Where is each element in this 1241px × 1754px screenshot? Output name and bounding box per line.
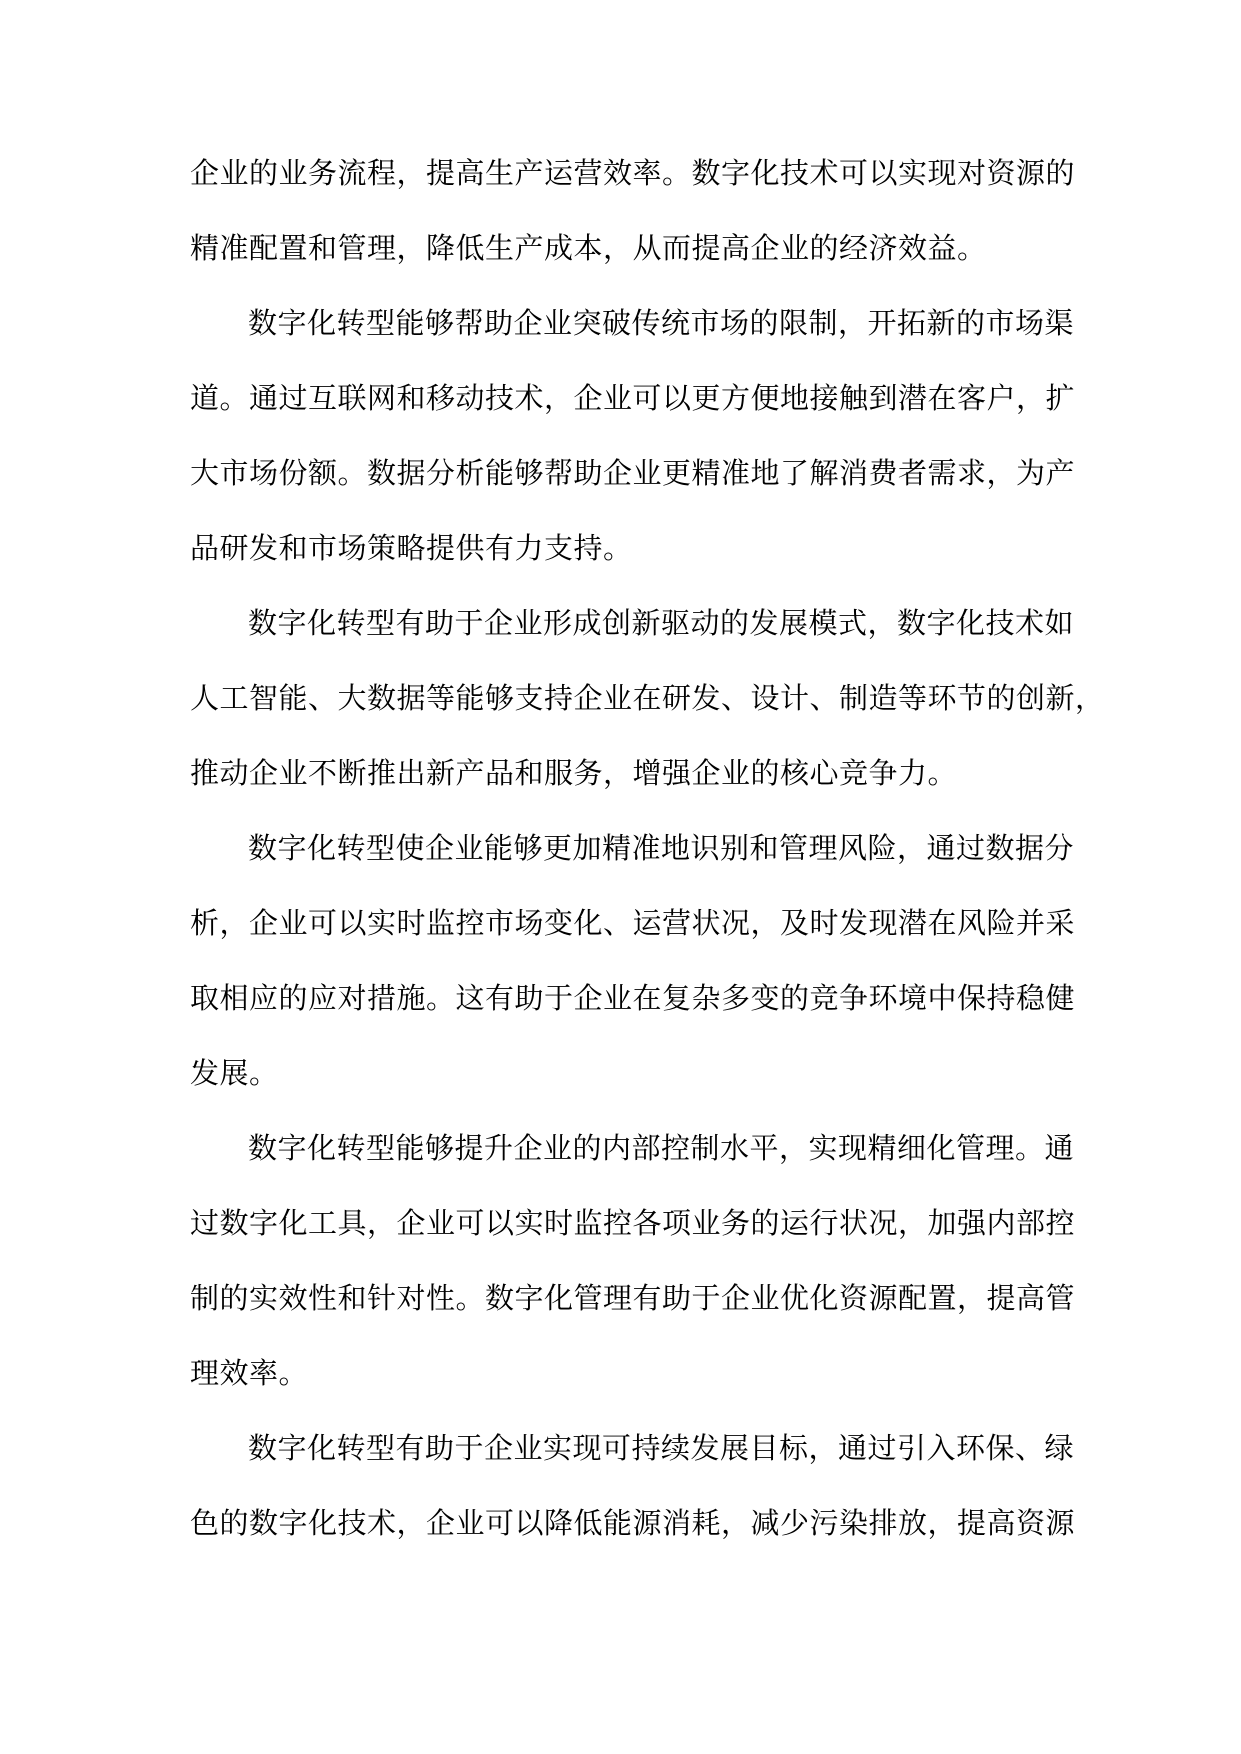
text-line: 数字化转型能够提升企业的内部控制水平，实现精细化管理。通 — [248, 1131, 1075, 1165]
text-line: 数字化转型能够帮助企业突破传统市场的限制，开拓新的市场渠 — [248, 306, 1075, 340]
text-line: 色的数字化技术，企业可以降低能源消耗，减少污染排放，提高资源 — [190, 1506, 1076, 1540]
text-line: 取相应的应对措施。这有助于企业在复杂多变的竞争环境中保持稳健 — [190, 981, 1076, 1015]
text-line: 过数字化工具，企业可以实时监控各项业务的运行状况，加强内部控 — [190, 1206, 1076, 1240]
paragraph — [190, 1411, 1076, 1561]
text-line: 数字化转型有助于企业实现可持续发展目标，通过引入环保、绿 — [248, 1431, 1075, 1465]
paragraph — [190, 811, 1076, 1111]
text-line: 理效率。 — [190, 1356, 309, 1390]
text-line: 发展。 — [190, 1056, 279, 1090]
text-line: 析，企业可以实时监控市场变化、运营状况，及时发现潜在风险并采 — [190, 906, 1076, 940]
text-line: 数字化转型使企业能够更加精准地识别和管理风险，通过数据分 — [248, 831, 1075, 865]
document-body — [190, 136, 1105, 1561]
text-line: 企业的业务流程，提高生产运营效率。数字化技术可以实现对资源的 — [190, 156, 1076, 190]
paragraph — [190, 586, 1105, 811]
text-line: 制的实效性和针对性。数字化管理有助于企业优化资源配置，提高管 — [190, 1281, 1076, 1315]
text-line: 大市场份额。数据分析能够帮助企业更精准地了解消费者需求，为产 — [190, 456, 1076, 490]
paragraph — [190, 136, 1076, 286]
text-line: 人工智能、大数据等能够支持企业在研发、设计、制造等环节的创新， — [190, 681, 1105, 715]
text-line: 数字化转型有助于企业形成创新驱动的发展模式，数字化技术如 — [248, 606, 1075, 640]
paragraph — [190, 1111, 1076, 1411]
text-line: 道。通过互联网和移动技术，企业可以更方便地接触到潜在客户，扩 — [190, 381, 1076, 415]
text-line: 推动企业不断推出新产品和服务，增强企业的核心竞争力。 — [190, 756, 958, 790]
paragraph — [190, 286, 1076, 586]
text-line: 品研发和市场策略提供有力支持。 — [190, 531, 633, 565]
text-line: 精准配置和管理，降低生产成本，从而提高企业的经济效益。 — [190, 231, 987, 265]
